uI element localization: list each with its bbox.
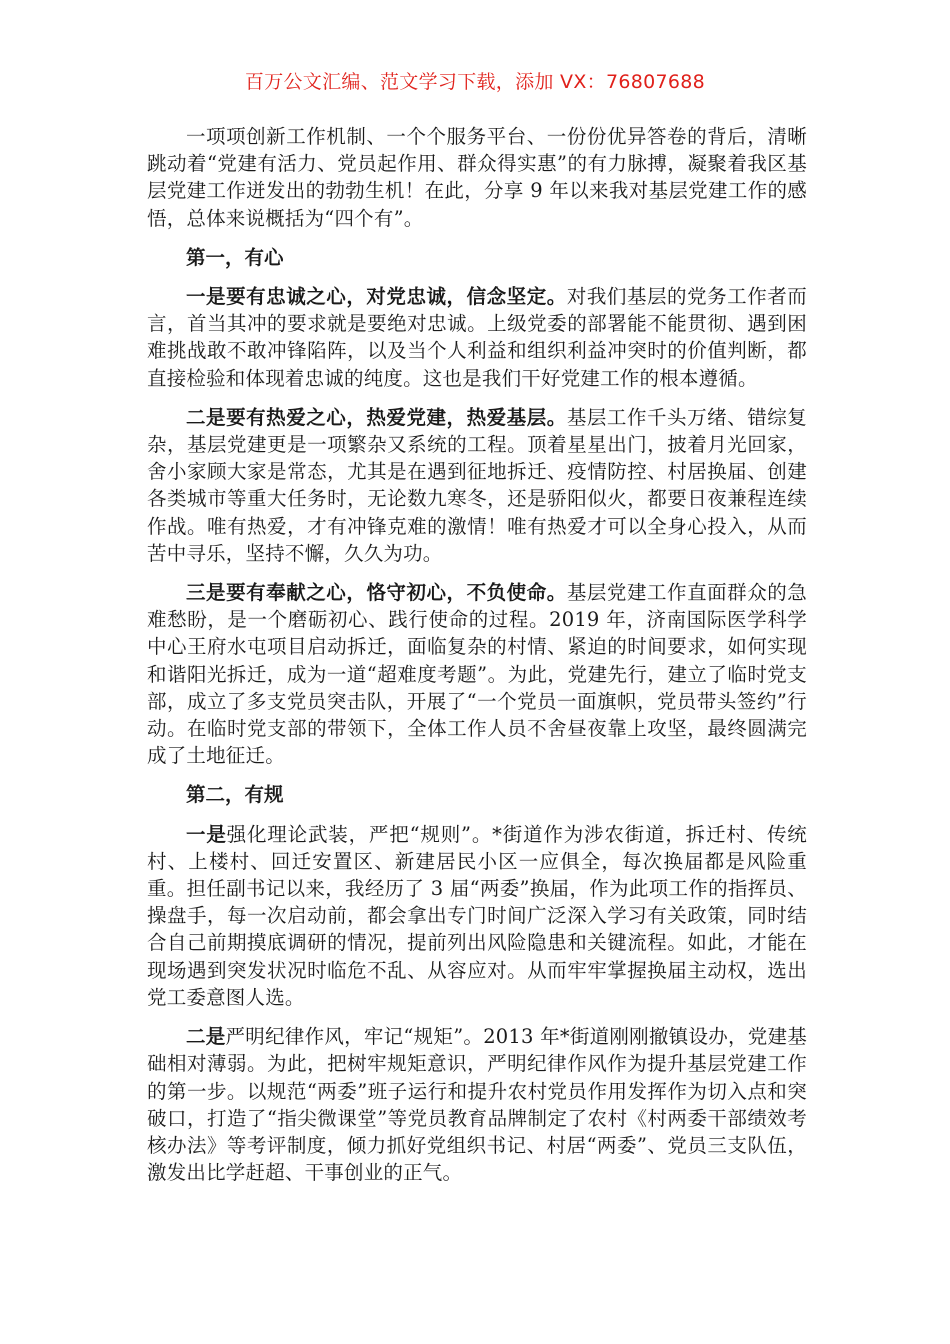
paragraph-body: 对我们基层的党务工作者而言，首当其冲的要求就是要绝对忠诚。上级党委的部署能不能贯彻、遇到困难挑战敢不敢冲锋陷阵，以及当个人利益和组织利益冲突时的价值判断，都直接检验和体现着忠诚的纯度。这也是我们干好党建工作的根本遵循。 xyxy=(147,285,807,390)
paragraph-body: 基层党建工作直面群众的急难愁盼，是一个磨砺初心、践行使命的过程。2019 年，济南国际医学科学中心王府水屯项目启动拆迁，面临复杂的村情、紧迫的时间要求，如何实现和谐阳光拆迁，成为一道“超难度考题”。为此，党建先行，建立了临时党支部，成立了多支党员突击队，开展了“一个党员一面旗帜，党员带头签约”行动。在临时党支部的带领下，全体工作人员不舍昼夜靠上攻坚，最终圆满完成了土地征迁。 xyxy=(147,581,807,768)
header-banner: 百万公文汇编、范文学习下载，添加 VX：76807688 xyxy=(244,71,706,93)
paragraph-passion xyxy=(147,404,807,567)
intro-paragraph: 一项项创新工作机制、一个个服务平台、一份份优异答卷的背后，清晰跳动着“党建有活力、党员起作用、群众得实惠”的有力脉搏，凝聚着我区基层党建工作迸发出的勃勃生机！在此，分享 9 年以来我对基层党建工作的感悟，总体来说概括为“四个有”。 xyxy=(147,125,807,230)
section-heading-2: 第二，有规 xyxy=(186,783,284,807)
paragraph-lead: 二是要有热爱之心，热爱党建，热爱基层。 xyxy=(186,405,567,429)
paragraph-body: 基层工作千头万绪、错综复杂，基层党建更是一项繁杂又系统的工程。顶着星星出门，披着月光回家，舍小家顾大家是常态，尤其是在遇到征地拆迁、疫情防控、村居换届、创建各类城市等重大任务时，无论数九寒冬，还是骄阳似火，都要日夜兼程连续作战。唯有热爱，才有冲锋克难的激情！唯有热爱才可以全身心投入，从而苦中寻乐，坚持不懈，久久为功。 xyxy=(147,405,807,565)
paragraph-lead: 一是 xyxy=(186,822,227,846)
paragraph-lead: 一是要有忠诚之心，对党忠诚，信念坚定。 xyxy=(186,285,567,309)
paragraph-lead: 二是 xyxy=(186,1025,226,1049)
document-body xyxy=(147,123,807,1198)
paragraph-lead: 三是要有奉献之心，恪守初心，不负使命。 xyxy=(186,581,567,605)
paragraph-discipline xyxy=(147,1023,807,1186)
paragraph-body: 强化理论武装，严把“规则”。*街道作为涉农街道，拆迁村、传统村、上楼村、回迁安置区、新建居民小区一应俱全，每次换届都是风险重重。担任副书记以来，我经历了 3 届“两委”换届，作为此项工作的指挥员、操盘手，每一次启动前，都会拿出专门时间广泛深入学习有关政策，同时结合自己前期摸底调研的情况，提前列出风险隐患和关键流程。如此，才能在现场遇到突发状况时临危不乱、从容应对。从而牢牢掌握换届主动权，选出党工委意图人选。 xyxy=(147,822,807,1009)
section-heading-1: 第一，有心 xyxy=(186,245,284,269)
paragraph-dedication xyxy=(147,579,807,769)
paragraph-body: 严明纪律作风，牢记“规矩”。2013 年*街道刚刚撤镇设办，党建基础相对薄弱。为此，把树牢规矩意识，严明纪律作风作为提升基层党建工作的第一步。以规范“两委”班子运行和提升农村党员作用发挥作为切入点和突破口，打造了“指尖微课堂”等党员教育品牌制定了农村《村两委干部绩效考核办法》等考评制度，倾力抓好党组织书记、村居“两委”、党员三支队伍，激发出比学赶超、干事创业的正气。 xyxy=(147,1025,807,1185)
paragraph-rules xyxy=(147,821,807,1011)
paragraph-loyalty xyxy=(147,283,807,392)
